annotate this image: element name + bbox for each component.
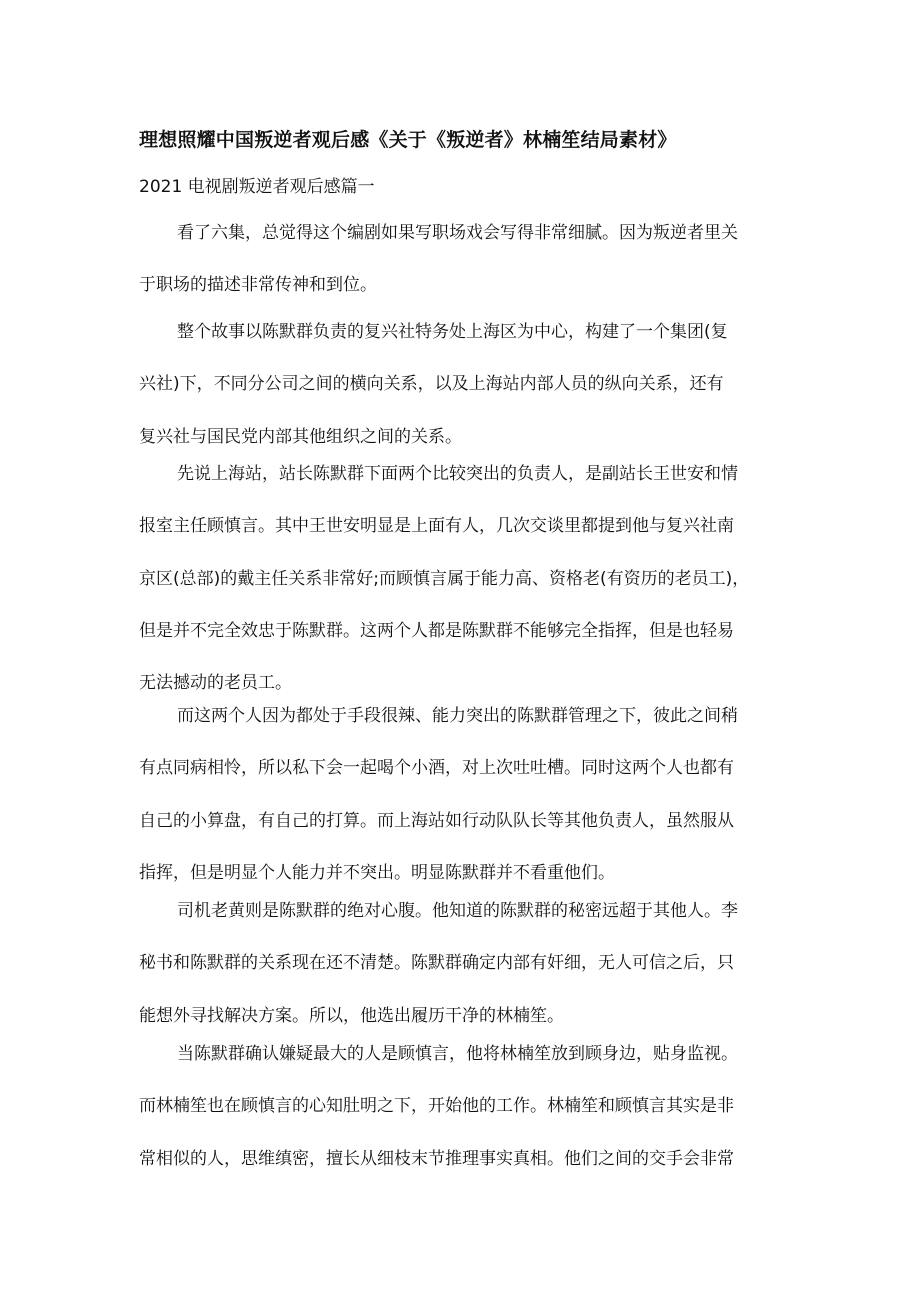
paragraph-line: 复兴社与国民党内部其他组织之间的关系。 xyxy=(139,426,462,447)
paragraph-line: 先说上海站，站长陈默群下面两个比较突出的负责人，是副站长王世安和情 xyxy=(177,464,738,484)
paragraph-line: 整个故事以陈默群负责的复兴社特务处上海区为中心，构建了一个集团(复 xyxy=(177,322,728,342)
paragraph-line: 常相似的人，思维缜密，擅长从细枝末节推理事实真相。他们之间的交手会非常 xyxy=(139,1148,734,1169)
paragraph-5 xyxy=(139,898,799,1055)
paragraph-line: 而这两个人因为都处于手段很辣、能力突出的陈默群管理之下，彼此之间稍 xyxy=(177,706,738,726)
paragraph-line: 看了六集，总觉得这个编剧如果写职场戏会写得非常细腻。因为叛逆者里关 xyxy=(177,223,738,243)
paragraph-line: 而林楠笙也在顾慎言的心知肚明之下，开始他的工作。林楠笙和顾慎言其实是非 xyxy=(139,1096,734,1117)
paragraph-4 xyxy=(139,703,799,912)
paragraph-line: 但是并不完全效忠于陈默群。这两个人都是陈默群不能够完全指挥，但是也轻易 xyxy=(139,620,734,641)
paragraph-line: 能想外寻找解决方案。所以，他选出履历干净的林楠笙。 xyxy=(139,1005,564,1026)
paragraph-line: 自己的小算盘，有自己的打算。而上海站如行动队队长等其他负责人，虽然服从 xyxy=(139,810,734,831)
paragraph-1 xyxy=(139,220,799,325)
document-title: 理想照耀中国叛逆者观后感《关于《叛逆者》林楠笙结局素材》 xyxy=(139,129,677,151)
paragraph-6 xyxy=(139,1041,799,1198)
paragraph-line: 司机老黄则是陈默群的绝对心腹。他知道的陈默群的秘密远超于其他人。李 xyxy=(177,901,738,921)
paragraph-line: 报室主任顾慎言。其中王世安明显是上面有人，几次交谈里都提到他与复兴社南 xyxy=(139,516,734,537)
paragraph-line: 兴社)下，不同分公司之间的横向关系，以及上海站内部人员的纵向关系，还有 xyxy=(139,374,724,395)
paragraph-line: 当陈默群确认嫌疑最大的人是顾慎言，他将林楠笙放到顾身边，贴身监视。 xyxy=(177,1044,738,1064)
paragraph-line: 京区(总部)的戴主任关系非常好;而顾慎言属于能力高、资格老(有资历的老员工)， xyxy=(139,568,750,589)
paragraph-line: 有点同病相怜，所以私下会一起喝个小酒，对上次吐吐槽。同时这两个人也都有 xyxy=(139,758,734,779)
paragraph-2 xyxy=(139,319,799,476)
paragraph-line: 指挥，但是明显个人能力并不突出。明显陈默群并不看重他们。 xyxy=(139,862,615,883)
paragraph-line: 无法撼动的老员工。 xyxy=(139,673,292,694)
section-heading: 2021 电视剧叛逆者观后感篇一 xyxy=(139,177,375,197)
paragraph-line: 秘书和陈默群的关系现在还不清楚。陈默群确定内部有奸细，无人可信之后，只 xyxy=(139,953,734,974)
paragraph-3 xyxy=(139,461,799,722)
paragraph-line: 于职场的描述非常传神和到位。 xyxy=(139,275,377,296)
